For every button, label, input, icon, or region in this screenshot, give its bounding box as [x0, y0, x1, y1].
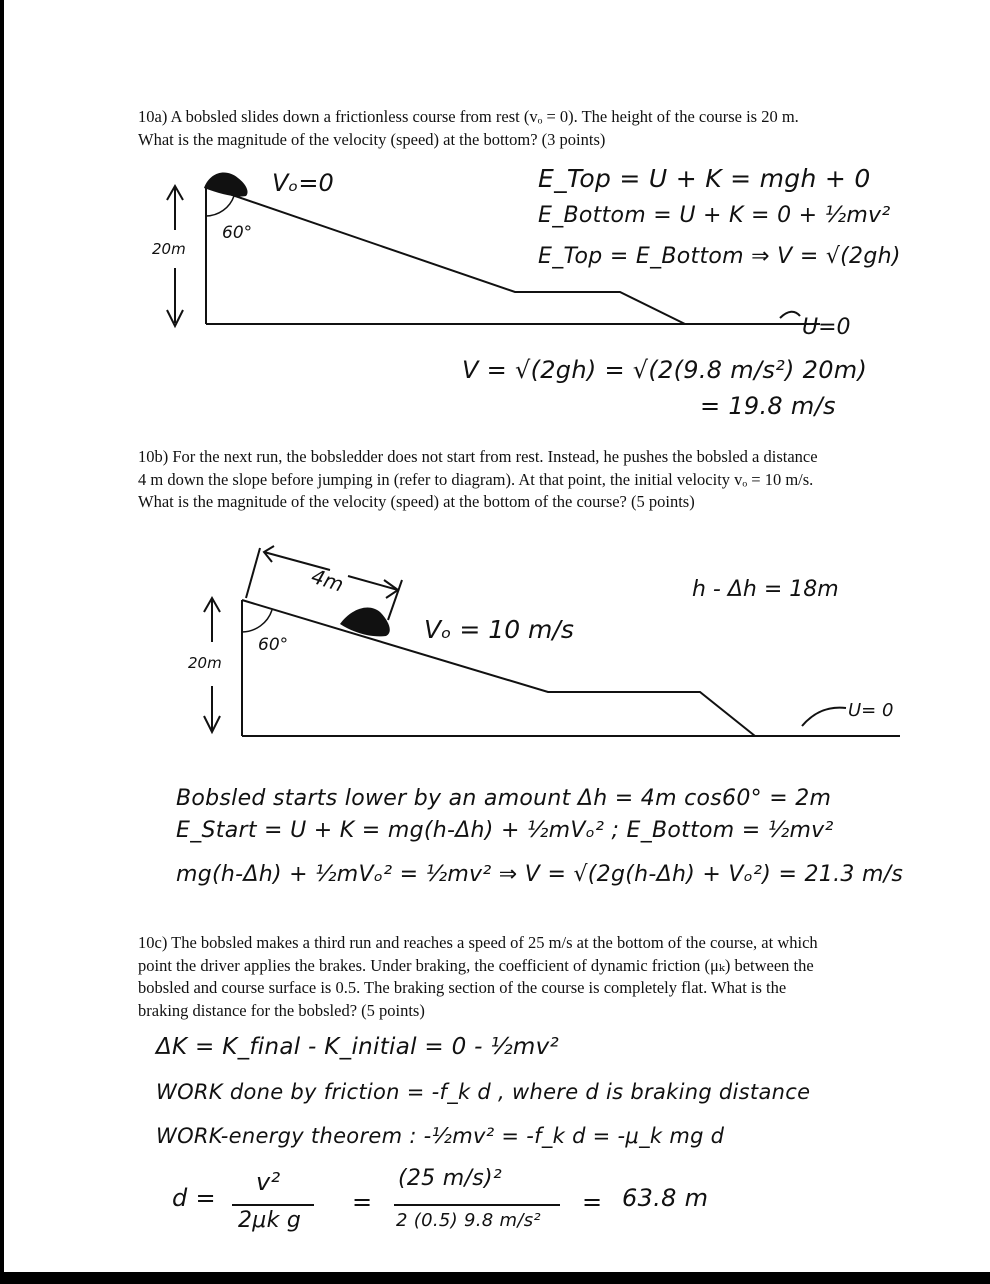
pointer-arrow: [780, 312, 800, 318]
work-10c-line-2: WORK done by friction = -f_k d , where d is braking distance: [156, 1080, 811, 1104]
fraction-2-bar: [394, 1204, 560, 1206]
height-label: 20m: [152, 240, 186, 258]
work-10a-line-2: E_Bottom = U + K = 0 + ½mv²: [538, 203, 891, 228]
pointer-arrow: [802, 708, 846, 726]
angle-label: 60°: [258, 635, 289, 655]
u-label: U= 0: [848, 700, 894, 721]
work-10a-line-1: E_Top = U + K = mgh + 0: [538, 164, 871, 193]
distance-label: 4m: [308, 563, 347, 597]
fraction-1-bar: [232, 1204, 314, 1206]
fraction-1-denominator: 2μk g: [238, 1208, 302, 1233]
work-10c-line-1: ΔK = K_final - K_initial = 0 - ½mv²: [156, 1034, 560, 1060]
v0-label: Vₒ=0: [272, 169, 334, 197]
delta-h-label: h - Δh = 18m: [692, 577, 839, 602]
equals-sign-2: =: [582, 1188, 603, 1216]
fraction-2-numerator: (25 m/s)²: [398, 1166, 502, 1191]
work-10c-line-3: WORK-energy theorem : -½mv² = -f_k d = -μ_k mg d: [156, 1124, 725, 1148]
problem-10b-diagram: [180, 540, 910, 750]
equals-sign-1: =: [352, 1188, 373, 1216]
bobsled-icon: [204, 173, 248, 197]
answer-10a-line-2: = 19.8 m/s: [700, 392, 836, 420]
braking-distance-result: 63.8 m: [622, 1184, 709, 1212]
angle-label: 60°: [222, 223, 253, 243]
angle-arc: [206, 196, 234, 216]
page-bottom-border: [0, 1272, 990, 1284]
fraction-2-denominator: 2 (0.5) 9.8 m/s²: [396, 1210, 541, 1231]
u-label: U=0: [802, 315, 851, 340]
problem-10b-prompt: 10b) For the next run, the bobsledder does not start from rest. Instead, he pushes the bobsled a distance 4 m down the slope before jumping in (refer to diagram). At that point, the initial velocity vₒ = 10 m/s. What is the magnitude of the velocity (speed) at the bottom of the course? (5 points): [138, 447, 818, 511]
problem-10a-prompt: 10a) A bobsled slides down a frictionless course from rest (vₒ = 0). The height of the course is 20 m. What is the magnitude of the velocity (speed) at the bottom? (3 points): [138, 107, 799, 149]
page-left-border: [0, 0, 4, 1284]
work-10b-line-2: E_Start = U + K = mg(h-Δh) + ½mVₒ² ; E_Bottom = ½mv²: [176, 818, 834, 843]
work-10b-line-3: mg(h-Δh) + ½mVₒ² = ½mv² ⇒ V = √(2g(h-Δh) + Vₒ²) = 21.3 m/s: [176, 862, 904, 887]
v0-label: Vₒ = 10 m/s: [424, 615, 574, 644]
work-10a-line-3: E_Top = E_Bottom ⇒ V = √(2gh): [538, 244, 901, 269]
problem-10c-prompt: 10c) The bobsled makes a third run and reaches a speed of 25 m/s at the bottom of the course, at which point the driver applies the brakes. Under braking, the coefficient of dynamic friction (μₖ) between the bobsled and course surface is 0.5. The braking section of the course is completely flat. What is the braking distance for the bobsled? (5 points): [138, 933, 818, 1020]
angle-arc: [242, 610, 272, 632]
fraction-1-numerator: v²: [256, 1168, 281, 1196]
d-label: d =: [172, 1184, 216, 1212]
height-label: 20m: [188, 654, 222, 672]
answer-10a-line-1: V = √(2gh) = √(2(9.8 m/s²) 20m): [462, 356, 868, 384]
work-10b-line-1: Bobsled starts lower by an amount Δh = 4m cos60° = 2m: [176, 786, 832, 811]
